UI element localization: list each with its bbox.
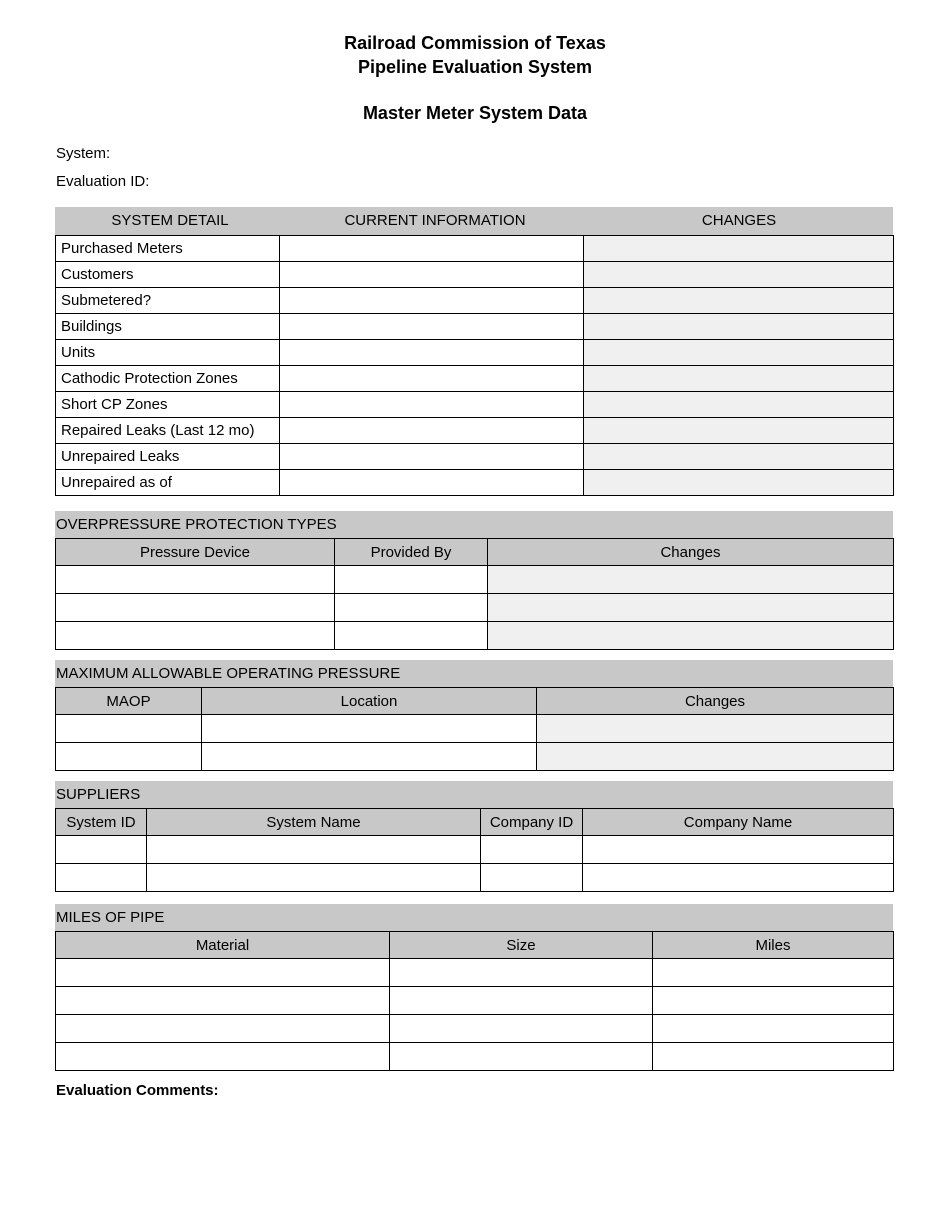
size-cell[interactable] [390, 987, 653, 1015]
table-row [56, 622, 894, 650]
system-id-cell[interactable] [56, 864, 147, 892]
changes-cell[interactable] [488, 566, 894, 594]
table-row [56, 366, 894, 392]
table-row [56, 836, 894, 864]
col-company-name: Company Name [583, 809, 894, 836]
row-label: Unrepaired Leaks [56, 444, 280, 470]
changes-cell[interactable] [488, 622, 894, 650]
miles-cell[interactable] [653, 959, 894, 987]
col-system-detail: SYSTEM DETAIL [111, 212, 229, 229]
changes-cell[interactable] [537, 743, 894, 771]
current-info-cell[interactable] [280, 470, 584, 496]
changes-cell[interactable] [584, 470, 894, 496]
maop-section-title: MAXIMUM ALLOWABLE OPERATING PRESSURE [55, 660, 893, 687]
system-title: Pipeline Evaluation System [357, 57, 593, 77]
system-name-cell[interactable] [147, 864, 481, 892]
current-info-cell[interactable] [280, 366, 584, 392]
current-info-cell[interactable] [280, 288, 584, 314]
material-cell[interactable] [56, 1043, 390, 1071]
row-label: Repaired Leaks (Last 12 mo) [56, 418, 280, 444]
changes-cell[interactable] [584, 288, 894, 314]
table-row [56, 392, 894, 418]
material-cell[interactable] [56, 987, 390, 1015]
miles-cell[interactable] [653, 987, 894, 1015]
current-info-cell[interactable] [280, 340, 584, 366]
location-cell[interactable] [202, 715, 537, 743]
col-material: Material [56, 932, 390, 959]
maop-cell[interactable] [56, 743, 202, 771]
system-detail-table [55, 235, 894, 496]
system-id-cell[interactable] [56, 836, 147, 864]
row-label: Submetered? [56, 288, 280, 314]
table-row [56, 864, 894, 892]
changes-cell[interactable] [537, 715, 894, 743]
changes-cell[interactable] [584, 236, 894, 262]
size-cell[interactable] [390, 959, 653, 987]
changes-cell[interactable] [584, 262, 894, 288]
col-changes: Changes [488, 539, 894, 566]
company-id-cell[interactable] [481, 864, 583, 892]
row-label: Unrepaired as of [56, 470, 280, 496]
current-info-cell[interactable] [280, 392, 584, 418]
current-info-cell[interactable] [280, 444, 584, 470]
material-cell[interactable] [56, 1015, 390, 1043]
size-cell[interactable] [390, 1015, 653, 1043]
current-info-cell[interactable] [280, 262, 584, 288]
col-provided-by: Provided By [335, 539, 488, 566]
company-id-cell[interactable] [481, 836, 583, 864]
table-row [56, 340, 894, 366]
miles-cell[interactable] [653, 1015, 894, 1043]
table-row [56, 418, 894, 444]
table-row [56, 715, 894, 743]
changes-cell[interactable] [584, 418, 894, 444]
system-name-cell[interactable] [147, 836, 481, 864]
col-system-name: System Name [147, 809, 481, 836]
row-label: Short CP Zones [56, 392, 280, 418]
material-cell[interactable] [56, 959, 390, 987]
changes-cell[interactable] [584, 392, 894, 418]
location-cell[interactable] [202, 743, 537, 771]
table-row [56, 959, 894, 987]
table-row [56, 987, 894, 1015]
col-changes: CHANGES [701, 212, 777, 229]
form-title: Master Meter System Data [362, 103, 588, 123]
provided-by-cell[interactable] [335, 566, 488, 594]
miles-of-pipe-table [55, 931, 894, 1071]
table-row [56, 743, 894, 771]
table-row [56, 470, 894, 496]
col-maop: MAOP [56, 688, 202, 715]
size-cell[interactable] [390, 1043, 653, 1071]
miles-cell[interactable] [653, 1043, 894, 1071]
col-current-information: CURRENT INFORMATION [344, 212, 526, 229]
maop-cell[interactable] [56, 715, 202, 743]
company-name-cell[interactable] [583, 864, 894, 892]
pressure-device-cell[interactable] [56, 594, 335, 622]
org-title: Railroad Commission of Texas [344, 33, 606, 53]
suppliers-section-title: SUPPLIERS [55, 781, 893, 808]
col-changes: Changes [537, 688, 894, 715]
evaluation-id-label: Evaluation ID: [56, 173, 150, 190]
suppliers-table [55, 808, 894, 892]
changes-cell[interactable] [584, 314, 894, 340]
current-info-cell[interactable] [280, 418, 584, 444]
changes-cell[interactable] [584, 366, 894, 392]
evaluation-comments-label: Evaluation Comments: [56, 1082, 219, 1099]
col-system-id: System ID [56, 809, 147, 836]
maop-table [55, 687, 894, 771]
system-detail-header [55, 207, 893, 235]
changes-cell[interactable] [584, 444, 894, 470]
col-miles: Miles [653, 932, 894, 959]
col-pressure-device: Pressure Device [56, 539, 335, 566]
table-row [56, 262, 894, 288]
current-info-cell[interactable] [280, 236, 584, 262]
miles-of-pipe-section-title: MILES OF PIPE [55, 904, 893, 931]
changes-cell[interactable] [584, 340, 894, 366]
table-row [56, 1043, 894, 1071]
table-row [56, 1015, 894, 1043]
table-row [56, 236, 894, 262]
overpressure-section-title: OVERPRESSURE PROTECTION TYPES [55, 511, 893, 538]
col-size: Size [390, 932, 653, 959]
row-label: Buildings [56, 314, 280, 340]
row-label: Units [56, 340, 280, 366]
overpressure-table [55, 538, 894, 650]
provided-by-cell[interactable] [335, 622, 488, 650]
table-row [56, 594, 894, 622]
row-label: Cathodic Protection Zones [56, 366, 280, 392]
table-row [56, 444, 894, 470]
table-row [56, 566, 894, 594]
table-row [56, 288, 894, 314]
company-name-cell[interactable] [583, 836, 894, 864]
col-company-id: Company ID [481, 809, 583, 836]
row-label: Customers [56, 262, 280, 288]
provided-by-cell[interactable] [335, 594, 488, 622]
pressure-device-cell[interactable] [56, 566, 335, 594]
pressure-device-cell[interactable] [56, 622, 335, 650]
current-info-cell[interactable] [280, 314, 584, 340]
table-row [56, 314, 894, 340]
changes-cell[interactable] [488, 594, 894, 622]
system-label: System: [56, 145, 111, 162]
col-location: Location [202, 688, 537, 715]
row-label: Purchased Meters [56, 236, 280, 262]
